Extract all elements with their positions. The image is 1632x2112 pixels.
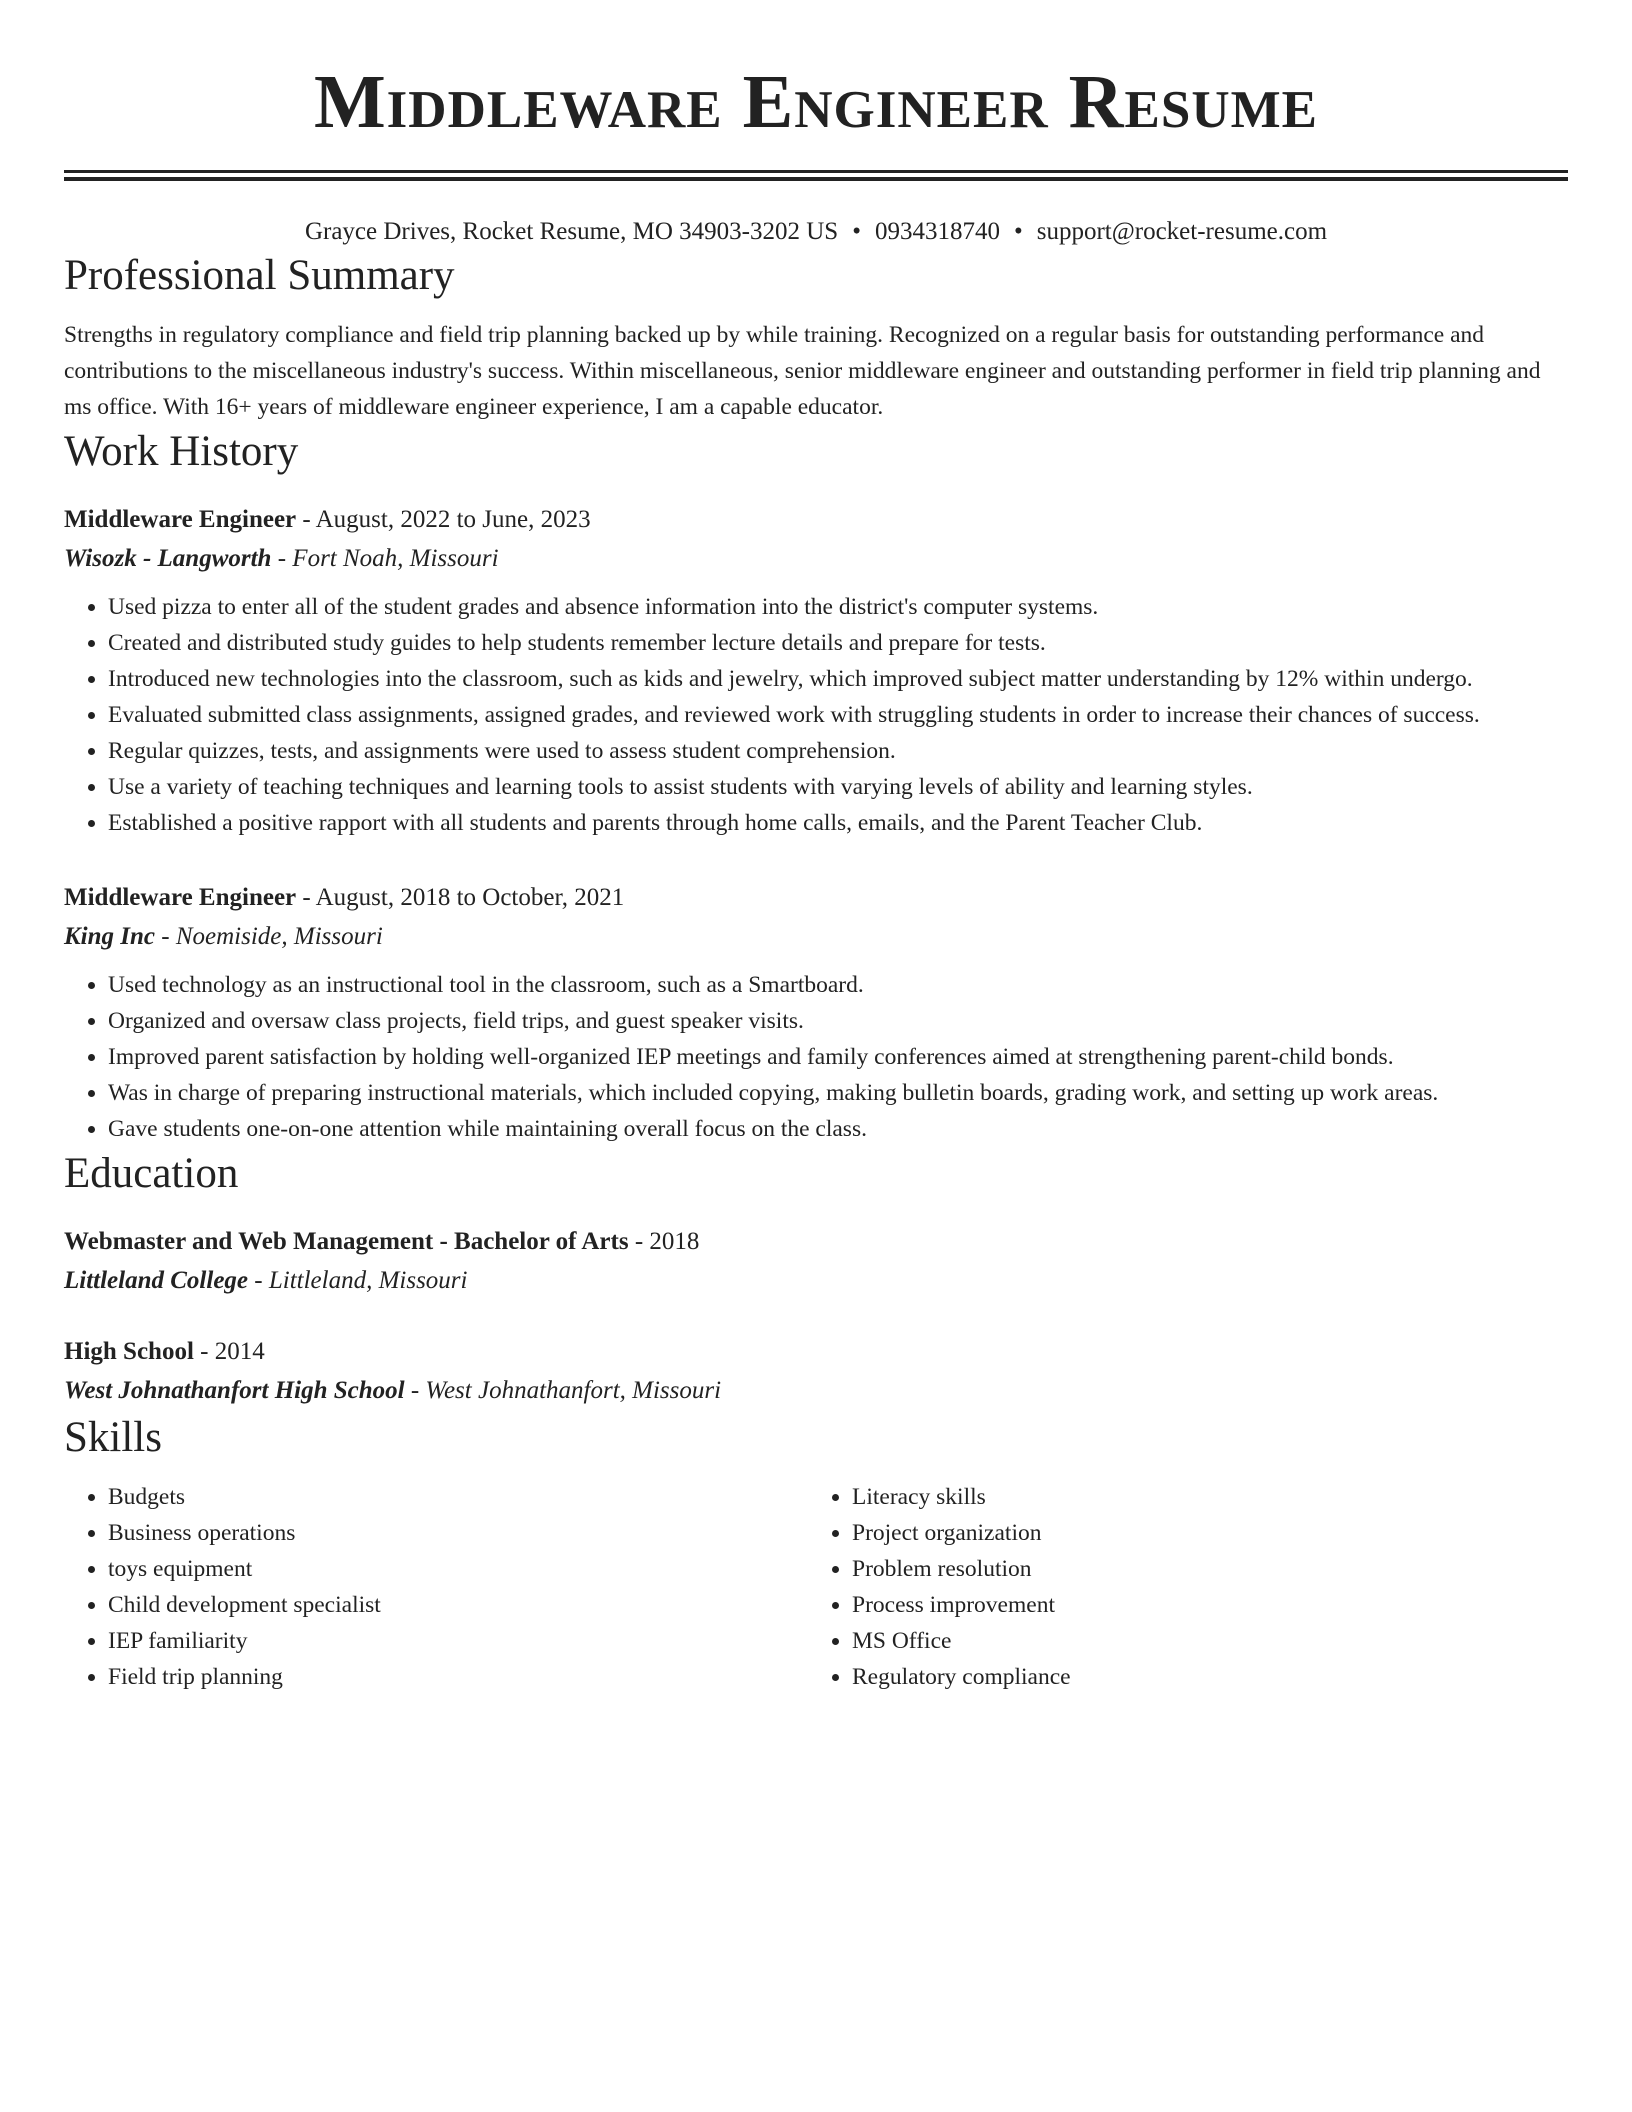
job-location: - Fort Noah, Missouri — [271, 545, 499, 572]
summary-text: Strengths in regulatory compliance and field trip planning backed up by while training. Recognized on a regular basis for outstanding performance and contributions to the miscellaneous industry's success. Within miscellaneous, senior middleware engineer and outstanding performer in field trip planning and ms office. With 16+ years of middleware engineer experience, I am a capable educator. — [64, 322, 1541, 420]
work-history-heading: Work History — [64, 428, 299, 475]
skill-item: • Project organization — [852, 1515, 1552, 1551]
contact-address: Grayce Drives, Rocket Resume, MO 34903-3202 US — [304, 218, 839, 245]
job-bullet: • Was in charge of preparing instructional materials, which included copying, making bulletin boards, grading work, and setting up work areas. — [108, 1075, 1568, 1111]
skills-left-column — [64, 1479, 808, 1695]
job-entry — [64, 501, 1568, 841]
skill-item: • Process improvement — [852, 1587, 1552, 1623]
skills-right-column — [808, 1479, 1552, 1695]
job-company-line — [64, 917, 1568, 957]
contact-phone: 0934318740 — [874, 218, 1000, 245]
education-school-line — [64, 1371, 1568, 1411]
job-dates: - August, 2022 to June, 2023 — [296, 506, 591, 533]
job-bullets — [64, 589, 1568, 841]
job-bullet: • Gave students one-on-one attention while maintaining overall focus on the class. — [108, 1111, 1568, 1147]
education-year: - 2014 — [193, 1338, 265, 1365]
skill-item: • Field trip planning — [108, 1659, 808, 1695]
job-bullet: • Regular quizzes, tests, and assignments were used to assess student comprehension. — [108, 733, 1568, 769]
skill-item: • IEP familiarity — [108, 1623, 808, 1659]
job-title: Middleware Engineer — [64, 884, 297, 911]
education-degree: High School — [64, 1338, 194, 1365]
contact-email: support@rocket-resume.com — [1036, 218, 1328, 245]
education-degree-line — [64, 1223, 1568, 1261]
resume-title: Middleware Engineer Resume — [313, 60, 1319, 144]
job-company: King Inc — [64, 923, 156, 950]
education-location: - Littleland, Missouri — [248, 1267, 468, 1294]
job-entry — [64, 879, 1568, 1147]
contact-separator: • — [852, 218, 861, 245]
job-bullet: • Improved parent satisfaction by holding well-organized IEP meetings and family conferences aimed at strengthening parent-child bonds. — [108, 1039, 1568, 1075]
title-double-rule — [64, 170, 1568, 181]
education-degree: Webmaster and Web Management - Bachelor of Arts — [64, 1228, 629, 1255]
skill-item: • MS Office — [852, 1623, 1552, 1659]
job-dates: - August, 2018 to October, 2021 — [296, 884, 625, 911]
contact-separator: • — [1013, 218, 1023, 245]
job-bullets — [64, 967, 1568, 1147]
skill-item: • Business operations — [108, 1515, 808, 1551]
skill-item: • Problem resolution — [852, 1551, 1552, 1587]
education-school: West Johnathanfort High School — [64, 1377, 405, 1404]
job-title-line — [64, 501, 1568, 539]
education-school: Littleland College — [64, 1267, 249, 1294]
job-title: Middleware Engineer — [64, 506, 297, 533]
education-degree-line — [64, 1333, 1568, 1371]
contact-line — [64, 215, 1568, 249]
education-heading: Education — [64, 1150, 239, 1197]
education-entry — [64, 1333, 1568, 1411]
job-bullet: • Used pizza to enter all of the student grades and absence information into the district's computer systems. — [108, 589, 1568, 625]
job-bullet: • Established a positive rapport with all students and parents through home calls, emails, and the Parent Teacher Club. — [108, 805, 1568, 841]
education-school-line — [64, 1261, 1568, 1301]
job-bullet: • Evaluated submitted class assignments, assigned grades, and reviewed work with struggling students in order to increase their chances of success. — [108, 697, 1568, 733]
job-bullet: • Created and distributed study guides to help students remember lecture details and prepare for tests. — [108, 625, 1568, 661]
job-location: - Noemiside, Missouri — [155, 923, 383, 950]
education-year: - 2018 — [628, 1228, 700, 1255]
job-bullet: • Use a variety of teaching techniques and learning tools to assist students with varying levels of ability and learning styles. — [108, 769, 1568, 805]
skill-item: • Regulatory compliance — [852, 1659, 1552, 1695]
skill-item: • Literacy skills — [852, 1479, 1552, 1515]
skill-item: • Budgets — [108, 1479, 808, 1515]
job-company-line — [64, 539, 1568, 579]
job-bullet: • Organized and oversaw class projects, field trips, and guest speaker visits. — [108, 1003, 1568, 1039]
job-bullet: • Introduced new technologies into the classroom, such as kids and jewelry, which improved subject matter understanding by 12% within undergo. — [108, 661, 1568, 697]
education-location: - West Johnathanfort, Missouri — [404, 1377, 722, 1404]
summary-heading: Professional Summary — [64, 252, 455, 299]
skills-heading: Skills — [64, 1414, 162, 1461]
job-company: Wisozk - Langworth — [64, 545, 272, 572]
education-entry — [64, 1223, 1568, 1301]
skill-item: • Child development specialist — [108, 1587, 808, 1623]
skill-item: • toys equipment — [108, 1551, 808, 1587]
job-bullet: • Used technology as an instructional tool in the classroom, such as a Smartboard. — [108, 967, 1568, 1003]
skills-columns — [64, 1479, 1568, 1695]
job-title-line — [64, 879, 1568, 917]
